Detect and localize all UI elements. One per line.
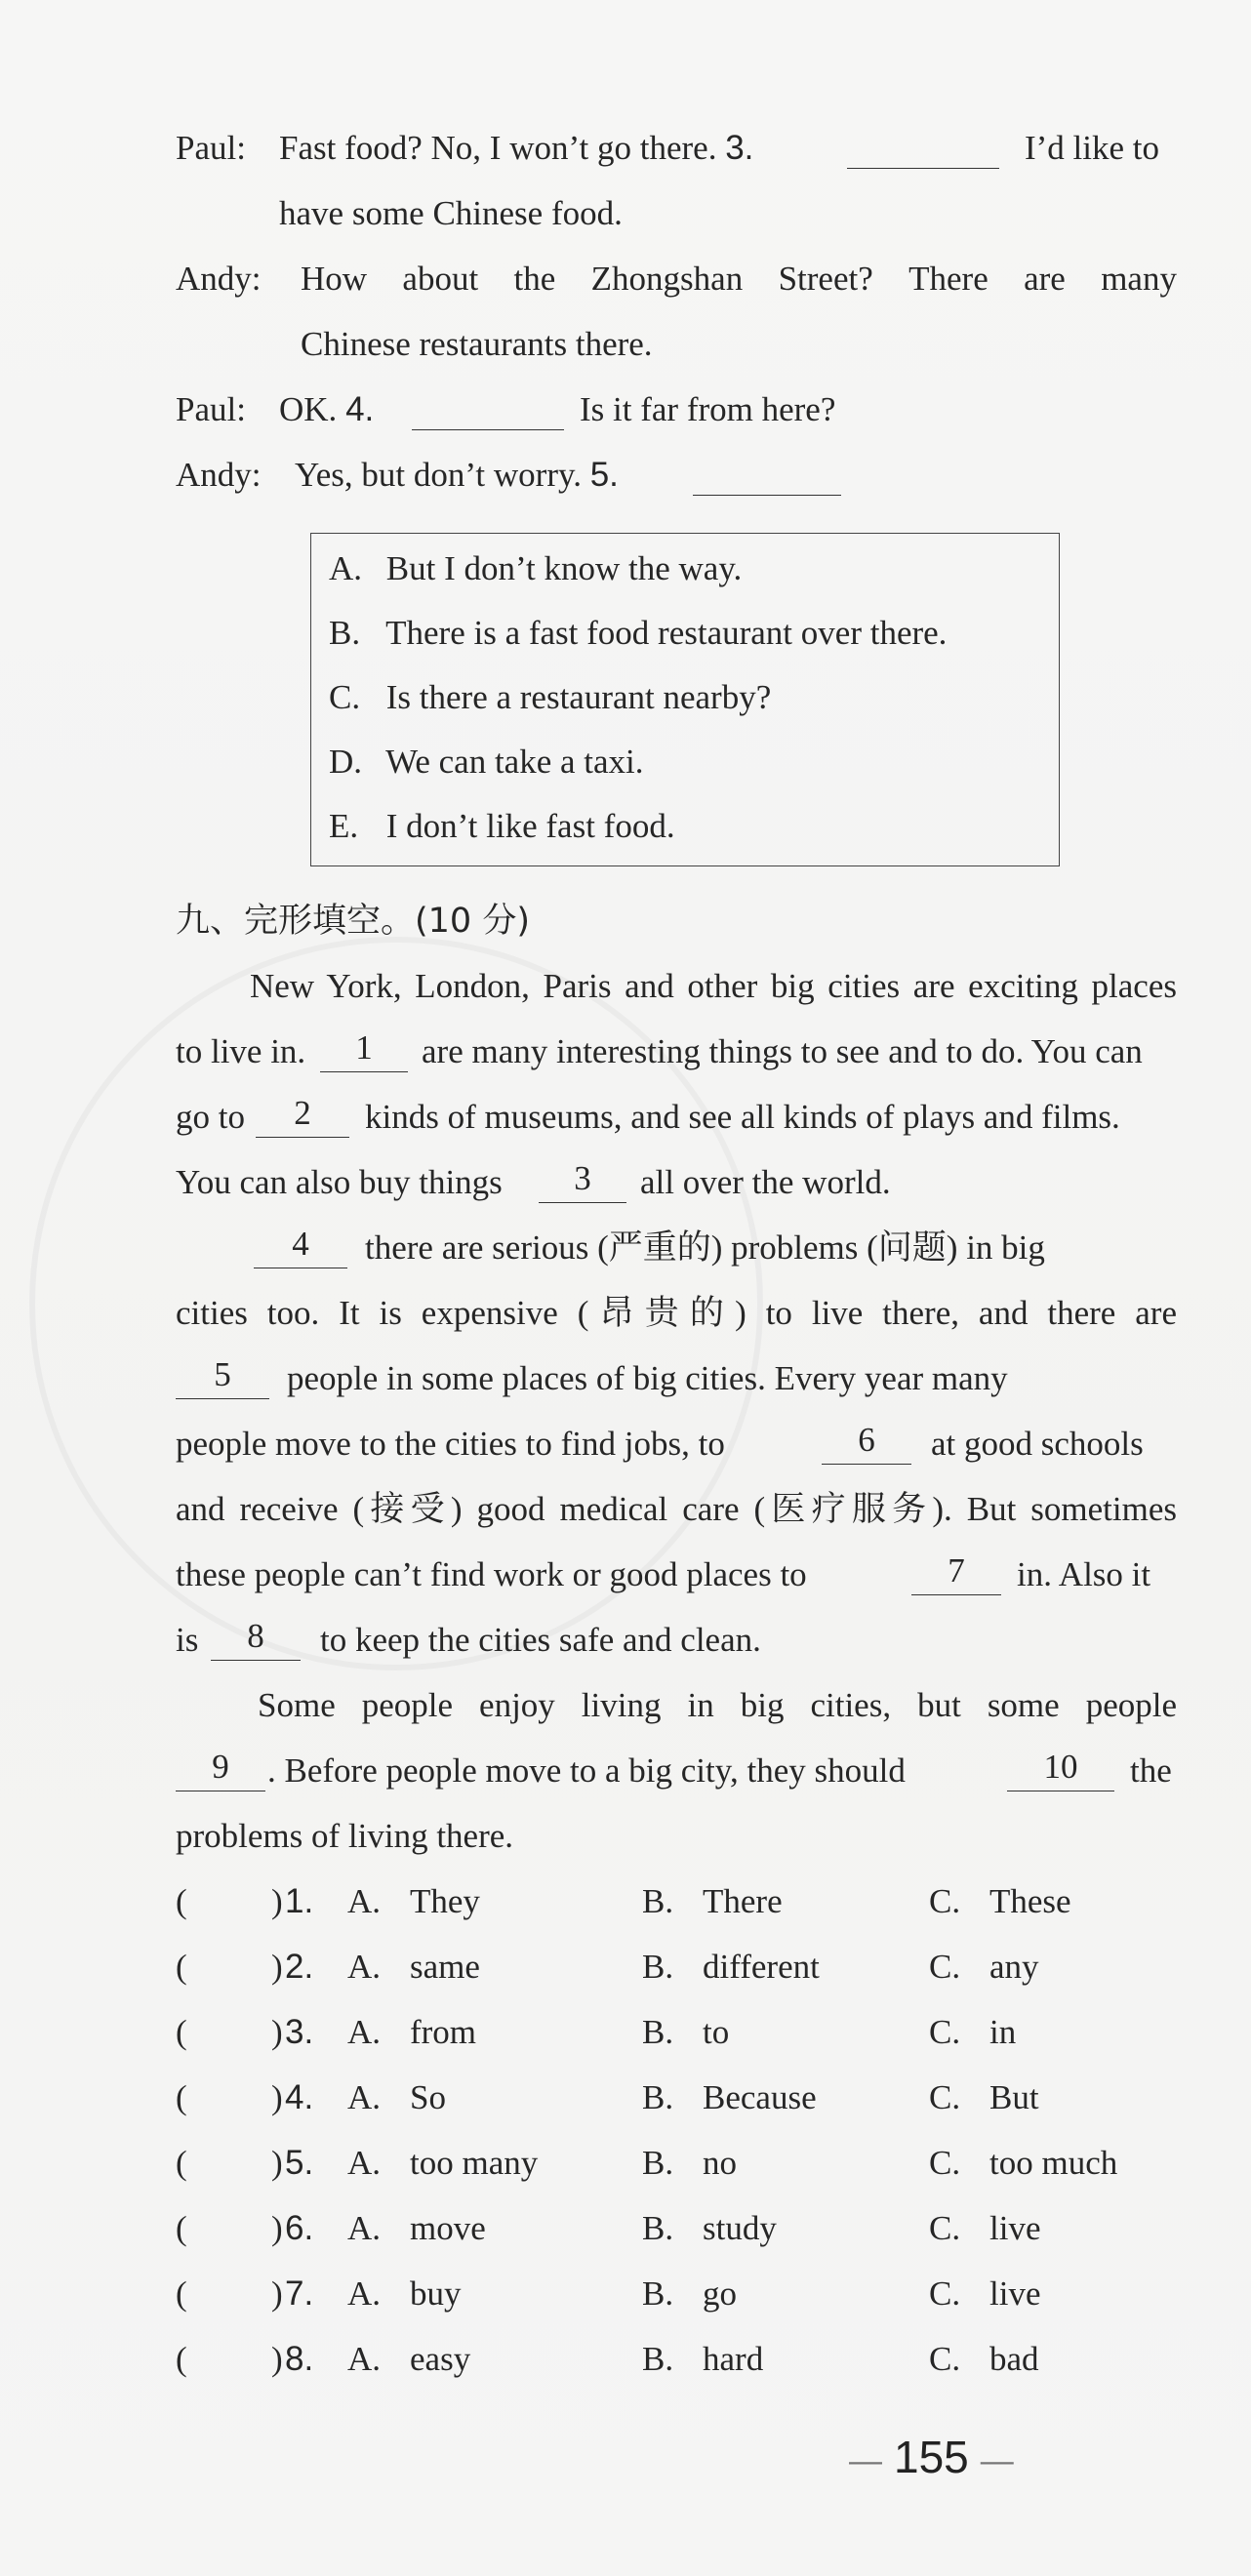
dialogue-text: I’d like to — [1025, 129, 1160, 167]
question-number: 1. — [285, 1882, 314, 1920]
options-box — [310, 533, 1060, 866]
passage-line: go to 2 kinds of museums, and see all kinds of plays and films. — [176, 1094, 1120, 1136]
passage-line: to live in. 1 are many interesting things to see and to do. You can — [176, 1028, 1143, 1070]
answer-paren-close: ) — [271, 2274, 283, 2313]
question-row — [176, 2203, 1181, 2254]
cloze-blank-4[interactable]: 4 — [254, 1225, 347, 1268]
speaker: Paul: — [176, 129, 246, 167]
option-d: D. We can take a taxi. — [329, 743, 644, 781]
dialogue-text: How about the Zhongshan Street? There are many — [301, 260, 1177, 298]
cloze-blank-7[interactable]: 7 — [911, 1551, 1001, 1595]
question-row — [176, 2334, 1181, 2385]
option-b-key: B. — [642, 2078, 674, 2116]
option-c-text[interactable]: live — [989, 2209, 1041, 2247]
option-b-text[interactable]: go — [703, 2274, 737, 2313]
workbook-page: Paul: Fast food? No, I won’t go there. 3. I’d like to have some Chinese food. Andy: How about the Zhongshan Street? There are many Chinese restaurants there. Paul: OK. 4. Is it far from here? Andy: Yes, but don’t worry. 5. A. But I don’t know the way. B. There is a fast food restaurant over there. C. Is there a restaurant nearby? D. We can take a taxi. E. I don’t like fast food. 九、完形填空。(10 分) New York, London, Paris and other big cities are exciting places to live in. 1 are many interesting things to see and to do. You can go to 2 kinds of museums, and see all kinds of plays and films. You can also buy things 3 all over the world. 4 there are serious (严重的) problems (问题) in big cities too. It is expensive (昂贵的) to live there, and there are 5 people in some places of big cities. Every year many people move to the cities to find jobs, to 6 at good schools and receive (接受) good medical care (医疗服务). But sometimes these people can’t find work or good places to 7 in. Also it is 8 to keep the cities safe and clean. Some people enjoy living in big cities, but some people 9 . Before people move to a big city, they should 10 the problems of living there. ( ) 1. A. They B. There C. These ( ) 2. A. same B. different C. any ( ) 3. A. from B. to C. in ( ) 4. A. So B. Because C. But ( ) 5. A. too many B. no C. too much ( ) 6. A. move B. study C. live ( ) 7. A. buy B. go C. live ( ) 8. A. easy B. hard C. bad — 155 — — [0, 0, 1251, 2576]
option-b-key: B. — [642, 1882, 674, 1920]
option-b-key: B. — [642, 2209, 674, 2247]
answer-paren-open[interactable]: ( — [176, 2013, 187, 2051]
option-a-key: A. — [347, 2144, 382, 2182]
cloze-blank-6[interactable]: 6 — [822, 1421, 911, 1465]
question-number: 6. — [285, 2209, 314, 2247]
dialogue-continuation: Chinese restaurants there. — [301, 325, 653, 363]
cloze-blank-9[interactable]: 9 — [176, 1748, 265, 1791]
question-number: 2. — [285, 1948, 314, 1986]
speaker: Paul: — [176, 390, 246, 428]
option-a-text[interactable]: from — [410, 2013, 477, 2051]
option-b-text[interactable]: no — [703, 2144, 737, 2182]
option-c-text[interactable]: live — [989, 2274, 1041, 2313]
option-c-key: C. — [929, 2274, 961, 2313]
dialogue-line-andy-2 — [176, 450, 1177, 501]
question-row — [176, 2138, 1181, 2189]
cloze-blank-8[interactable]: 8 — [211, 1617, 301, 1661]
answer-paren-open[interactable]: ( — [176, 2078, 187, 2116]
answer-paren-open[interactable]: ( — [176, 2274, 187, 2313]
passage-line: cities too. It is expensive (昂贵的) to live there, and there are — [176, 1294, 1177, 1332]
option-a-key: A. — [347, 2274, 382, 2313]
cloze-blank-3[interactable]: 3 — [539, 1159, 626, 1203]
option-a-key: A. — [347, 2340, 382, 2378]
answer-blank[interactable] — [847, 125, 999, 169]
dialogue-text: OK. 4. — [279, 390, 375, 428]
option-b-text[interactable]: to — [703, 2013, 730, 2051]
answer-paren-close: ) — [271, 1948, 283, 1986]
option-b-text[interactable]: different — [703, 1948, 820, 1986]
option-a-key: A. — [347, 2078, 382, 2116]
option-b-text[interactable]: study — [703, 2209, 777, 2247]
passage-line: and receive (接受) good medical care (医疗服务). But sometimes — [176, 1490, 1177, 1528]
answer-paren-close: ) — [271, 2209, 283, 2247]
dialogue-line-andy-1 — [176, 254, 1177, 304]
option-c-key: C. — [929, 2078, 961, 2116]
option-b-text[interactable]: hard — [703, 2340, 764, 2378]
option-b-key: B. — [642, 2340, 674, 2378]
option-a-text[interactable]: buy — [410, 2274, 462, 2313]
question-number: 8. — [285, 2340, 314, 2378]
passage-line: You can also buy things 3 all over the world. — [176, 1159, 891, 1201]
cloze-blank-1[interactable]: 1 — [320, 1028, 408, 1072]
answer-paren-close: ) — [271, 2078, 283, 2116]
option-a-text[interactable]: same — [410, 1948, 480, 1986]
cloze-blank-10[interactable]: 10 — [1007, 1748, 1114, 1791]
passage-line: problems of living there. — [176, 1817, 514, 1855]
option-c-text[interactable]: These — [989, 1882, 1071, 1920]
question-number: 7. — [285, 2274, 314, 2313]
passage-line: New York, London, Paris and other big cities are exciting places — [250, 967, 1177, 1005]
dialogue-text: Yes, but don’t worry. 5. — [295, 456, 619, 494]
option-b-key: B. — [642, 2274, 674, 2313]
answer-blank[interactable] — [412, 386, 564, 430]
option-a-key: A. — [347, 1948, 382, 1986]
option-a-text[interactable]: move — [410, 2209, 486, 2247]
question-number: 5. — [285, 2144, 314, 2182]
dialogue-line-paul-1 — [176, 123, 1177, 174]
option-b-key: B. — [642, 2144, 674, 2182]
answer-paren-close: ) — [271, 2144, 283, 2182]
option-b-key: B. — [642, 2013, 674, 2051]
option-a-text[interactable]: They — [410, 1882, 480, 1920]
cloze-blank-2[interactable]: 2 — [256, 1094, 349, 1138]
option-b: B. There is a fast food restaurant over there. — [329, 614, 948, 652]
dialogue-text: Fast food? No, I won’t go there. 3. — [279, 129, 754, 167]
option-c-text[interactable]: any — [989, 1948, 1039, 1986]
answer-paren-close: ) — [271, 2013, 283, 2051]
option-b-text[interactable]: Because — [703, 2078, 817, 2116]
question-row — [176, 2073, 1181, 2123]
answer-paren-close: ) — [271, 2340, 283, 2378]
answer-paren-open[interactable]: ( — [176, 2340, 187, 2378]
question-row — [176, 2269, 1181, 2319]
question-row — [176, 1876, 1181, 1927]
option-b-key: B. — [642, 1948, 674, 1986]
option-c: C. Is there a restaurant nearby? — [329, 678, 772, 716]
answer-blank[interactable] — [693, 452, 841, 496]
passage-line: is 8 to keep the cities safe and clean. — [176, 1617, 761, 1659]
option-c-text[interactable]: But — [989, 2078, 1039, 2116]
page-number: — 155 — — [849, 2432, 1014, 2482]
question-row — [176, 1942, 1181, 1992]
option-c-key: C. — [929, 2340, 961, 2378]
answer-paren-open[interactable]: ( — [176, 2209, 187, 2247]
option-c-key: C. — [929, 2013, 961, 2051]
option-c-key: C. — [929, 2209, 961, 2247]
speaker: Andy: — [176, 260, 262, 298]
answer-paren-open[interactable]: ( — [176, 2144, 187, 2182]
option-a-key: A. — [347, 2013, 382, 2051]
answer-paren-open[interactable]: ( — [176, 1948, 187, 1986]
option-c-key: C. — [929, 1882, 961, 1920]
option-a-text[interactable]: too many — [410, 2144, 539, 2182]
option-c-text[interactable]: too much — [989, 2144, 1118, 2182]
option-a-text[interactable]: So — [410, 2078, 446, 2116]
option-a-key: A. — [347, 1882, 382, 1920]
option-c-text[interactable]: bad — [989, 2340, 1039, 2378]
dialogue-text: Is it far from here? — [580, 390, 836, 428]
passage-line: these people can’t find work or good places to 7 in. Also it — [176, 1551, 1151, 1593]
speaker: Andy: — [176, 456, 262, 494]
option-a-key: A. — [347, 2209, 382, 2247]
question-number: 4. — [285, 2078, 314, 2116]
answer-paren-close: ) — [271, 1882, 283, 1920]
cloze-blank-5[interactable]: 5 — [176, 1355, 269, 1399]
option-c-key: C. — [929, 1948, 961, 1986]
option-c-text[interactable]: in — [989, 2013, 1017, 2051]
option-c-key: C. — [929, 2144, 961, 2182]
option-a: A. But I don’t know the way. — [329, 549, 743, 587]
option-e: E. I don’t like fast food. — [329, 807, 675, 845]
question-number: 3. — [285, 2013, 314, 2051]
passage-line: Some people enjoy living in big cities, but some people — [258, 1686, 1177, 1724]
passage-line: people move to the cities to find jobs, to 6 at good schools — [176, 1421, 1144, 1463]
dialogue-line-paul-2 — [176, 384, 1177, 435]
answer-paren-open[interactable]: ( — [176, 1882, 187, 1920]
option-a-text[interactable]: easy — [410, 2340, 471, 2378]
question-row — [176, 2007, 1181, 2058]
dialogue-continuation: have some Chinese food. — [279, 194, 623, 232]
section-heading: 九、完形填空。(10 分) — [176, 902, 530, 941]
option-b-text[interactable]: There — [703, 1882, 783, 1920]
